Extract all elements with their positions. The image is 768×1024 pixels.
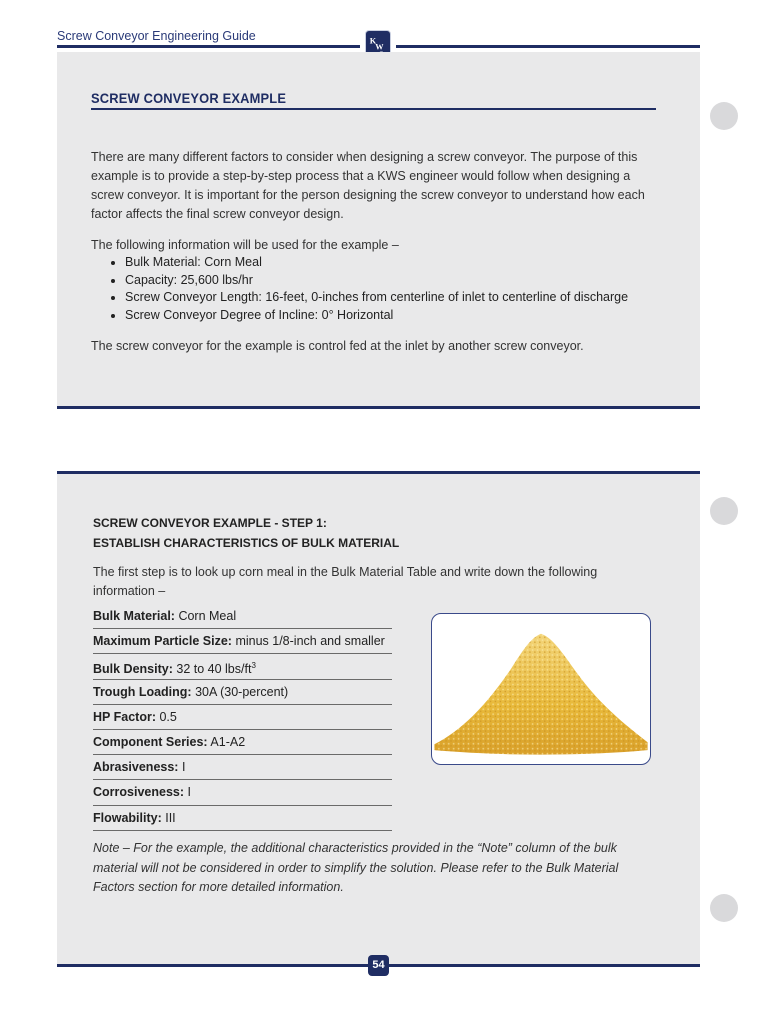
characteristic-value: A1-A2 bbox=[210, 734, 246, 749]
characteristic-row bbox=[93, 706, 392, 730]
characteristic-label: Flowability: bbox=[93, 810, 162, 825]
list-item: • Screw Conveyor Length: 16-feet, 0-inches from centerline of inlet to centerline of discharge bbox=[125, 289, 628, 307]
characteristic-value: 30A (30-percent) bbox=[195, 684, 289, 699]
characteristic-label: Component Series: bbox=[93, 734, 208, 749]
characteristic-value: Corn Meal bbox=[178, 609, 237, 623]
characteristic-label: HP Factor: bbox=[93, 709, 156, 724]
characteristic-value: I bbox=[187, 785, 191, 800]
characteristic-label: Abrasiveness: bbox=[93, 760, 179, 775]
section-heading: SCREW CONVEYOR EXAMPLE bbox=[91, 90, 287, 106]
characteristic-value: I bbox=[181, 760, 186, 775]
header-rule-left bbox=[57, 45, 360, 48]
characteristic-value: minus 1/8-inch and smaller bbox=[235, 634, 385, 649]
guide-title: Screw Conveyor Engineering Guide bbox=[57, 29, 256, 43]
characteristic-label: Trough Loading: bbox=[93, 684, 192, 699]
step-heading-line2: ESTABLISH CHARACTERISTICS OF BULK MATERIAL bbox=[93, 536, 400, 550]
list-item: • Capacity: 25,600 lbs/hr bbox=[125, 272, 628, 290]
characteristic-value: 0.5 bbox=[159, 709, 177, 724]
characteristic-row bbox=[93, 807, 392, 831]
characteristic-label: Bulk Material: bbox=[93, 609, 175, 623]
corn-meal-photo bbox=[431, 613, 651, 765]
characteristics-list bbox=[93, 605, 392, 832]
info-lead: The following information will be used for the example – bbox=[91, 238, 399, 252]
characteristic-value: III bbox=[165, 810, 176, 825]
svg-text:W: W bbox=[375, 42, 384, 52]
svg-text:K: K bbox=[369, 36, 377, 46]
binder-hole bbox=[710, 894, 738, 922]
characteristic-label: Maximum Particle Size: bbox=[93, 634, 232, 649]
page-number: 54 bbox=[368, 955, 389, 976]
heading-rule bbox=[91, 108, 656, 110]
binder-hole bbox=[710, 497, 738, 525]
panel-bottom-rule bbox=[57, 406, 700, 409]
note-paragraph: Note – For the example, the additional characteristics provided in the “Note” column of the bulk material will not be considered in order to simplify the solution. Please refer to the Bulk Material Factors section for more detailed information. bbox=[93, 841, 619, 894]
step-heading-line1: SCREW CONVEYOR EXAMPLE - STEP 1: bbox=[93, 516, 327, 530]
binder-hole bbox=[710, 102, 738, 130]
characteristic-label: Corrosiveness: bbox=[93, 785, 185, 800]
step-intro: The first step is to look up corn meal in the Bulk Material Table and write down the following information – bbox=[93, 565, 598, 598]
superscript: 3 bbox=[251, 661, 256, 671]
characteristic-row bbox=[93, 681, 392, 705]
list-item: • Bulk Material: Corn Meal bbox=[125, 254, 628, 272]
list-item: • Screw Conveyor Degree of Incline: 0° Horizontal bbox=[125, 307, 628, 325]
characteristic-row bbox=[93, 655, 392, 679]
corn-meal-pile-image bbox=[432, 614, 650, 764]
example-parameters-list bbox=[91, 254, 628, 324]
closing-paragraph: The screw conveyor for the example is control fed at the inlet by another screw conveyor. bbox=[91, 339, 584, 353]
characteristic-row bbox=[93, 756, 392, 780]
characteristic-value: 32 to 40 lbs/ft bbox=[176, 662, 252, 677]
characteristic-label: Bulk Density: bbox=[93, 662, 173, 677]
intro-paragraph: There are many different factors to consider when designing a screw conveyor. The purpose of this example is to provide a step-by-step process that a KWS engineer would follow when designing a screw conveyor. It is important for the person designing the screw conveyor to understand how each factor affects the final screw conveyor design. bbox=[91, 150, 645, 221]
characteristic-row bbox=[93, 630, 392, 654]
characteristic-row bbox=[93, 781, 392, 805]
header-rule-right bbox=[396, 45, 700, 48]
characteristic-row bbox=[93, 731, 392, 755]
step-heading bbox=[93, 513, 399, 553]
characteristic-row bbox=[93, 605, 392, 629]
